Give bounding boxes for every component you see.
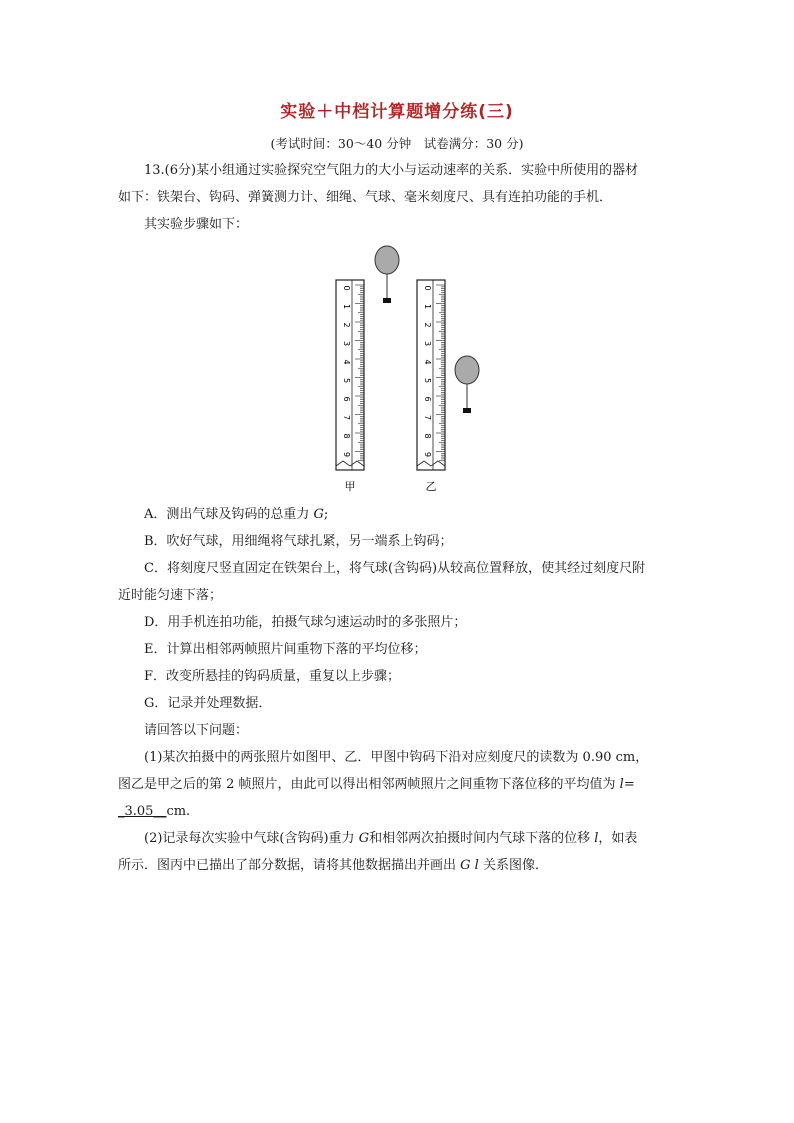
q2-line1-mid: 和相邻两次拍摄时间内气球下落的位移 (369, 831, 595, 846)
label-yi: 乙 (425, 480, 437, 493)
ruler-yi-tick-label: 4 (423, 359, 432, 365)
equals-sign: = (623, 777, 635, 792)
page-title: 实验＋中档计算题增分练(三) (280, 102, 514, 122)
steps-intro: 其实验步骤如下： (144, 217, 249, 232)
ruler-yi-tick-label: 5 (423, 377, 432, 384)
ruler-yi-tick-label: 6 (423, 396, 432, 402)
ruler-jia-tick-label: 9 (342, 451, 351, 458)
q1-line2-text: 图乙是甲之后的第 2 帧照片，由此可以得出相邻两帧照片之间重物下落位移的平均值为 (118, 777, 620, 792)
q13-line1: 13.(6分)某小组通过实验探究空气阻力的大小与运动速率的关系．实验中所使用的器材 (144, 163, 639, 178)
ruler-yi-tick-label: 2 (423, 322, 432, 328)
step-a (118, 501, 704, 528)
q1-answer: _3.05__ (118, 804, 167, 819)
var-l: l (594, 831, 599, 846)
q2-line2 (118, 852, 678, 879)
ruler-yi-tick-label: 9 (423, 451, 432, 458)
balloon-jia (375, 246, 399, 303)
step-a-text: A．测出气球及钩码的总重力 (144, 507, 314, 522)
q2-line1-text: (2)记录每次实验中气球(含钩码)重力 (144, 831, 359, 846)
step-a-end: ; (323, 507, 329, 522)
step-e: E．计算出相邻两帧照片间重物下落的平均位移； (144, 642, 427, 657)
q2-line2-end: 关系图像． (478, 858, 548, 873)
ruler-figure (330, 240, 490, 500)
var-g: G (358, 831, 370, 846)
var-gl: G l (460, 858, 479, 873)
ruler-jia-tick-label: 0 (342, 285, 351, 291)
step-c-line1: C．将刻度尺竖直固定在铁架台上，将气球(含钩码)从较高位置释放，使其经过刻度尺附 (144, 561, 646, 576)
ruler-jia-tick-label: 4 (342, 359, 351, 365)
q1-line2 (118, 771, 678, 798)
ruler-yi-tick-label: 8 (423, 433, 432, 439)
ruler-jia-tick-label: 8 (342, 433, 351, 439)
ruler-yi-tick-label: 7 (423, 414, 432, 421)
q1-unit: cm. (166, 804, 191, 819)
ruler-jia-tick-label: 5 (342, 377, 351, 384)
label-jia: 甲 (344, 480, 356, 493)
ruler-yi-tick-label: 3 (423, 340, 432, 347)
q13-line2: 如下：铁架台、钩码、弹簧测力计、细绳、气球、毫米刻度尺、具有连拍功能的手机． (118, 190, 613, 205)
ruler-jia (336, 280, 364, 470)
step-g: G．记录并处理数据． (144, 696, 272, 711)
var-l: l (619, 777, 624, 792)
q1-line3 (118, 798, 678, 825)
q2-line1-end: ，如表 (598, 831, 638, 846)
balloon-yi (455, 356, 479, 413)
step-f: F．改变所悬挂的钩码质量，重复以上步骤； (144, 669, 401, 684)
exam-info: (考试时间：30～40 分钟 试卷满分：30 分) (270, 136, 524, 151)
question-intro: 请回答以下问题： (144, 723, 249, 738)
q1-line1: (1)某次拍摄中的两张照片如图甲、乙．甲图中钩码下沿对应刻度尺的读数为 0.90 cm， (144, 750, 649, 765)
var-g: G (313, 507, 324, 522)
q2-line2-text: 所示．图丙中已描出了部分数据，请将其他数据描出并画出 (118, 858, 461, 873)
ruler-jia-tick-label: 2 (342, 322, 351, 328)
ruler-jia-tick-label: 1 (342, 303, 351, 310)
step-c-line2: 近时能匀速下落； (118, 588, 223, 603)
step-d: D．用手机连拍功能，拍摄气球匀速运动时的多张照片； (144, 615, 467, 630)
ruler-yi (417, 280, 445, 470)
ruler-jia-tick-label: 6 (342, 396, 351, 402)
ruler-jia-tick-label: 3 (342, 340, 351, 347)
ruler-yi-tick-label: 1 (423, 303, 432, 310)
q2-line1 (118, 825, 704, 852)
ruler-jia-tick-label: 7 (342, 414, 351, 421)
ruler-yi-tick-label: 0 (423, 285, 432, 291)
step-b: B．吹好气球，用细绳将气球扎紧，另一端系上钩码； (144, 534, 453, 549)
